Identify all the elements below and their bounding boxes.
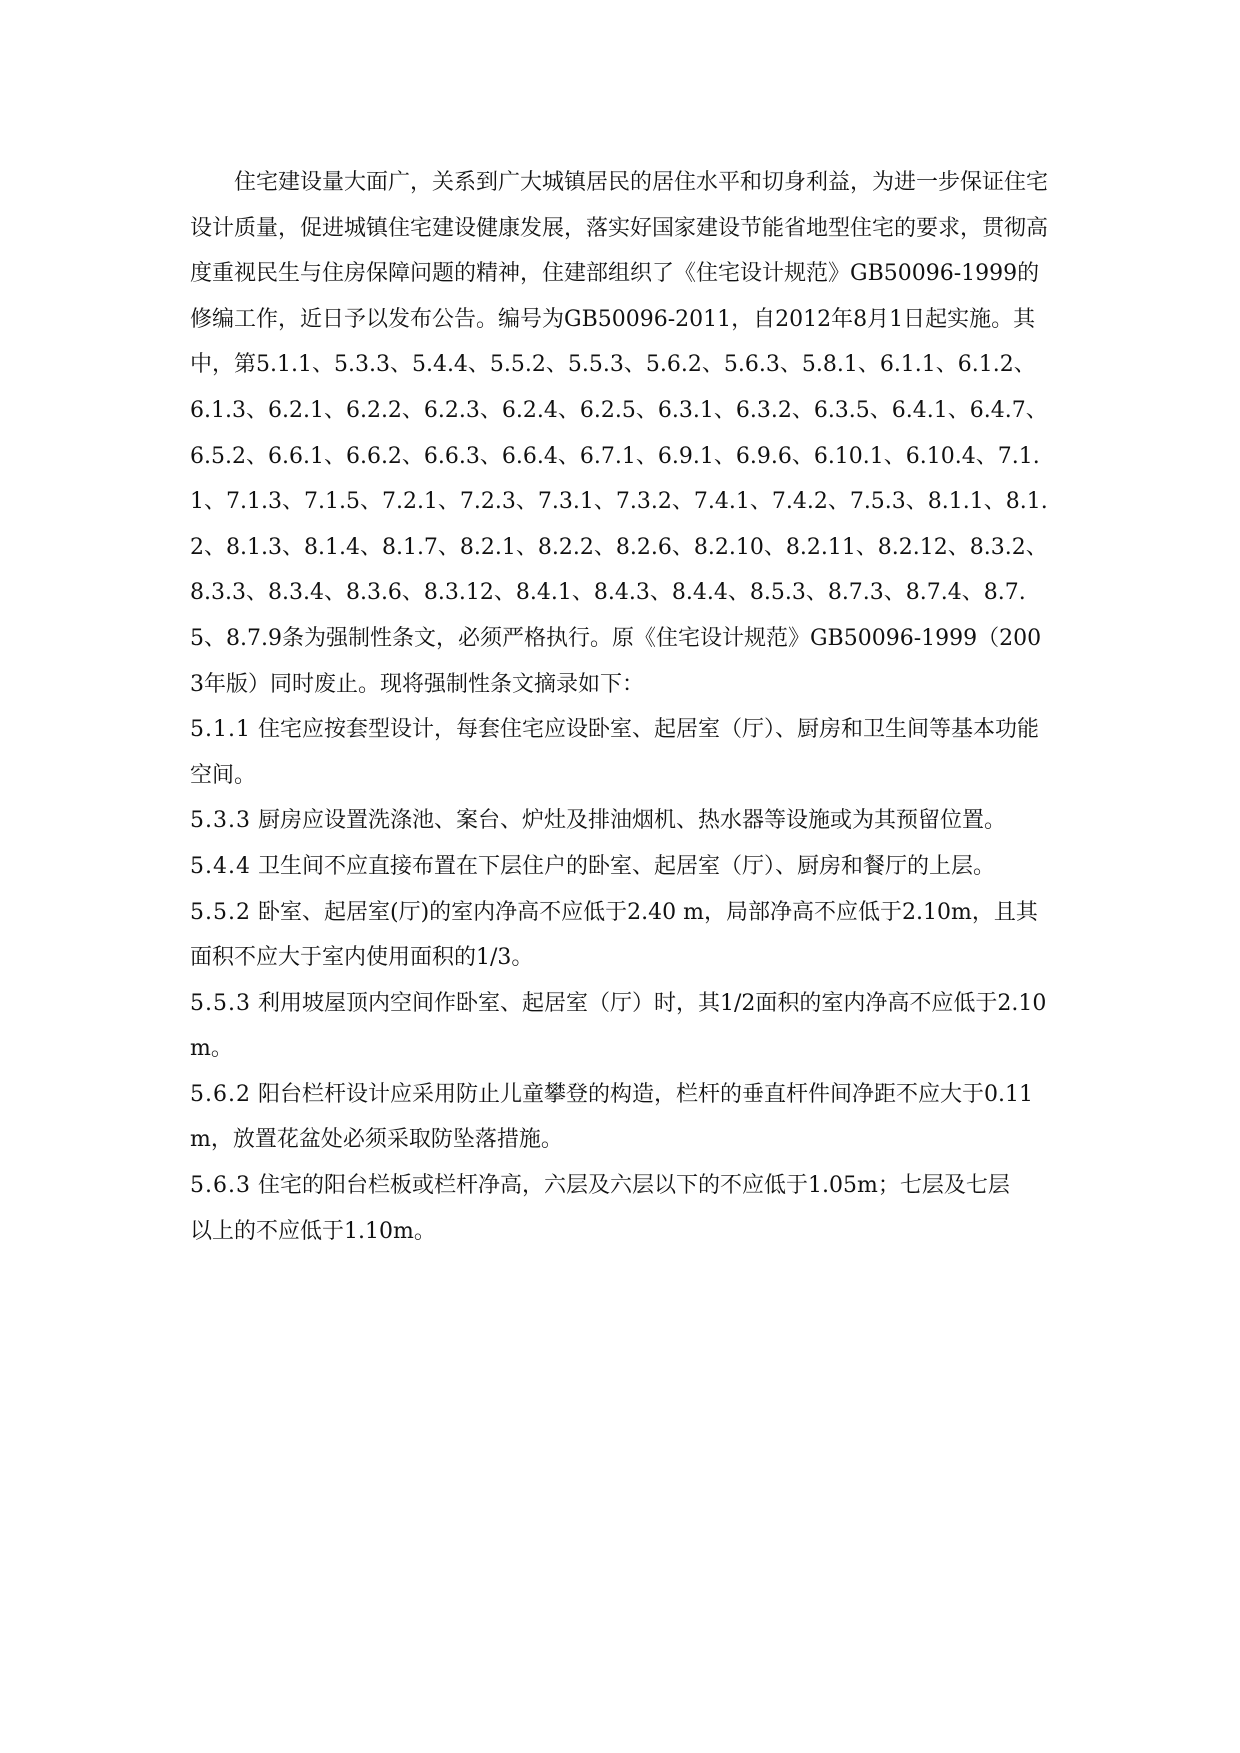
clause-number: 5.5.2 [190, 899, 251, 925]
clause-number: 5.6.2 [190, 1081, 251, 1107]
clause-5-5-2 [190, 890, 1052, 981]
clause-number: 5.1.1 [190, 717, 251, 743]
intro-paragraph: 住宅建设量大面广，关系到广大城镇居民的居住水平和切身利益，为进一步保证住宅设计质量，促进城镇住宅建设健康发展，落实好国家建设节能省地型住宅的要求，贯彻高度重视民生与住房保障问题的精神，住建部组织了《住宅设计规范》GB50096-1999的修编工作，近日予以发布公告。编号为GB50096-2011，自2012年8月1日起实施。其中，第5.1.1、5.3.3、5.4.4、5.5.2、5.5.3、5.6.2、5.6.3、5.8.1、6.1.1、6.1.2、6.1.3、6.2.1、6.2.2、6.2.3、6.2.4、6.2.5、6.3.1、6.3.2、6.3.5、6.4.1、6.4.7、6.5.2、6.6.1、6.6.2、6.6.3、6.6.4、6.7.1、6.9.1、6.9.6、6.10.1、6.10.4、7.1.1、7.1.3、7.1.5、7.2.1、7.2.3、7.3.1、7.3.2、7.4.1、7.4.2、7.5.3、8.1.1、8.1.2、8.1.3、8.1.4、8.1.7、8.2.1、8.2.2、8.2.6、8.2.10、8.2.11、8.2.12、8.3.2、8.3.3、8.3.4、8.3.6、8.3.12、8.4.1、8.4.3、8.4.4、8.5.3、8.7.3、8.7.4、8.7.5、8.7.9条为强制性条文，必须严格执行。原《住宅设计规范》GB50096-1999（2003年版）同时废止。现将强制性条文摘录如下： [190, 170, 1049, 697]
clause-text: 卧室、起居室(厅)的室内净高不应低于2.40 m，局部净高不应低于2.10m，且其面积不应大于室内使用面积的1/3。 [190, 899, 1038, 971]
clause-text: 卫生间不应直接布置在下层住户的卧室、起居室（厅）、厨房和餐厅的上层。 [257, 853, 995, 879]
clause-text: 住宅的阳台栏板或栏杆净高，六层及六层以下的不应低于1.05m；七层及七层 以上的不应低于1.10m。 [190, 1173, 1054, 1244]
clause-text: 利用坡屋顶内空间作卧室、起居室（厅）时，其1/2面积的室内净高不应低于2.10 m。 [190, 990, 1054, 1062]
clause-text: 住宅应按套型设计，每套住宅应设卧室、起居室（厅）、厨房和卫生间等基本功能空间。 [190, 717, 1039, 788]
clause-5-6-2 [190, 1072, 1052, 1163]
clause-5-5-3 [190, 981, 1052, 1072]
clause-number: 5.6.3 [190, 1173, 251, 1199]
clause-number: 5.3.3 [190, 808, 251, 834]
clause-5-3-3 [190, 798, 1052, 844]
clause-5-4-4 [190, 844, 1052, 890]
clause-text: 厨房应设置洗涤池、案台、炉灶及排油烟机、热水器等设施或为其预留位置。 [257, 808, 1006, 834]
clause-5-6-3 [190, 1163, 1052, 1254]
document-page [190, 160, 1052, 1254]
clause-number: 5.5.3 [190, 990, 251, 1016]
clause-text: 阳台栏杆设计应采用防止儿童攀登的构造，栏杆的垂直杆件间净距不应大于0.11m，放置花盆处必须采取防坠落措施。 [190, 1081, 1033, 1153]
clause-5-1-1 [190, 707, 1052, 798]
clause-number: 5.4.4 [190, 853, 251, 879]
